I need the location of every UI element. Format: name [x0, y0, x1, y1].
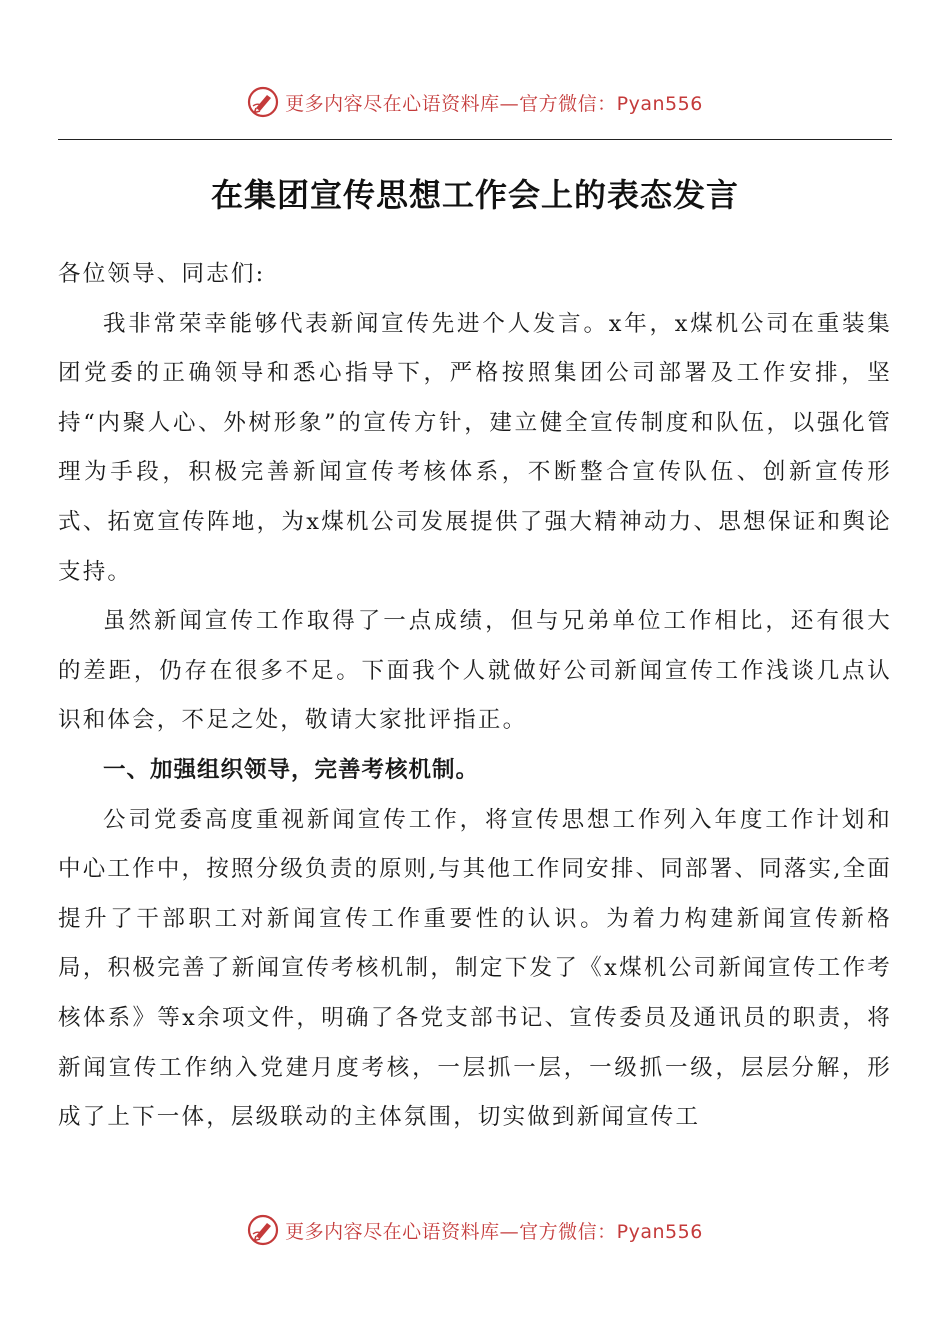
document-title: 在集团宣传思想工作会上的表态发言 [210, 176, 739, 214]
pen-logo-icon [247, 86, 279, 118]
header-banner [0, 82, 950, 122]
header-divider [58, 139, 892, 140]
document-body [58, 250, 892, 1143]
banner-wechat-handle: Pyan556 [616, 92, 703, 115]
banner-slogan: 更多内容尽在心语资料库—官方微信： [285, 1220, 617, 1243]
paragraph-2: 虽然新闻宣传工作取得了一点成绩，但与兄弟单位工作相比，还有很大的差距，仍存在很多不足。下面我个人就做好公司新闻宣传工作浅谈几点认识和体会，不足之处，敬请大家批评指正。 [58, 608, 892, 734]
footer-banner [0, 1210, 950, 1250]
paragraph-1: 我非常荣幸能够代表新闻宣传先进个人发言。x年，x煤机公司在重装集团党委的正确领导和悉心指导下，严格按照集团公司部署及工作安排，坚持“内聚人心、外树形象”的宣传方针，建立健全宣传制度和队伍，以强化管理为手段，积极完善新闻宣传考核体系，不断整合宣传队伍、创新宣传形式、拓宽宣传阵地，为x煤机公司发展提供了强大精神动力、思想保证和舆论支持。 [58, 310, 892, 585]
section-paragraph: 公司党委高度重视新闻宣传工作，将宣传思想工作列入年度工作计划和中心工作中，按照分级负责的原则,与其他工作同安排、同部署、同落实,全面提升了干部职工对新闻宣传工作重要性的认识。为着力构建新闻宣传新格局，积极完善了新闻宣传考核机制，制定下发了《x煤机公司新闻宣传工作考核体系》等x余项文件，明确了各党支部书记、宣传委员及通讯员的职责，将新闻宣传工作纳入党建月度考核，一层抓一层，一级抓一级，层层分解，形成了上下一体，层级联动的主体氛围，切实做到新闻宣传工 [58, 806, 892, 1131]
pen-logo-icon [247, 1214, 279, 1246]
salutation: 各位领导、同志们: [58, 261, 266, 287]
section-heading: 一、加强组织领导，完善考核机制。 [103, 756, 480, 783]
footer-banner-text [285, 1217, 703, 1244]
header-banner-text [285, 89, 703, 116]
banner-wechat-handle: Pyan556 [616, 1220, 703, 1243]
banner-slogan: 更多内容尽在心语资料库—官方微信： [285, 92, 617, 115]
